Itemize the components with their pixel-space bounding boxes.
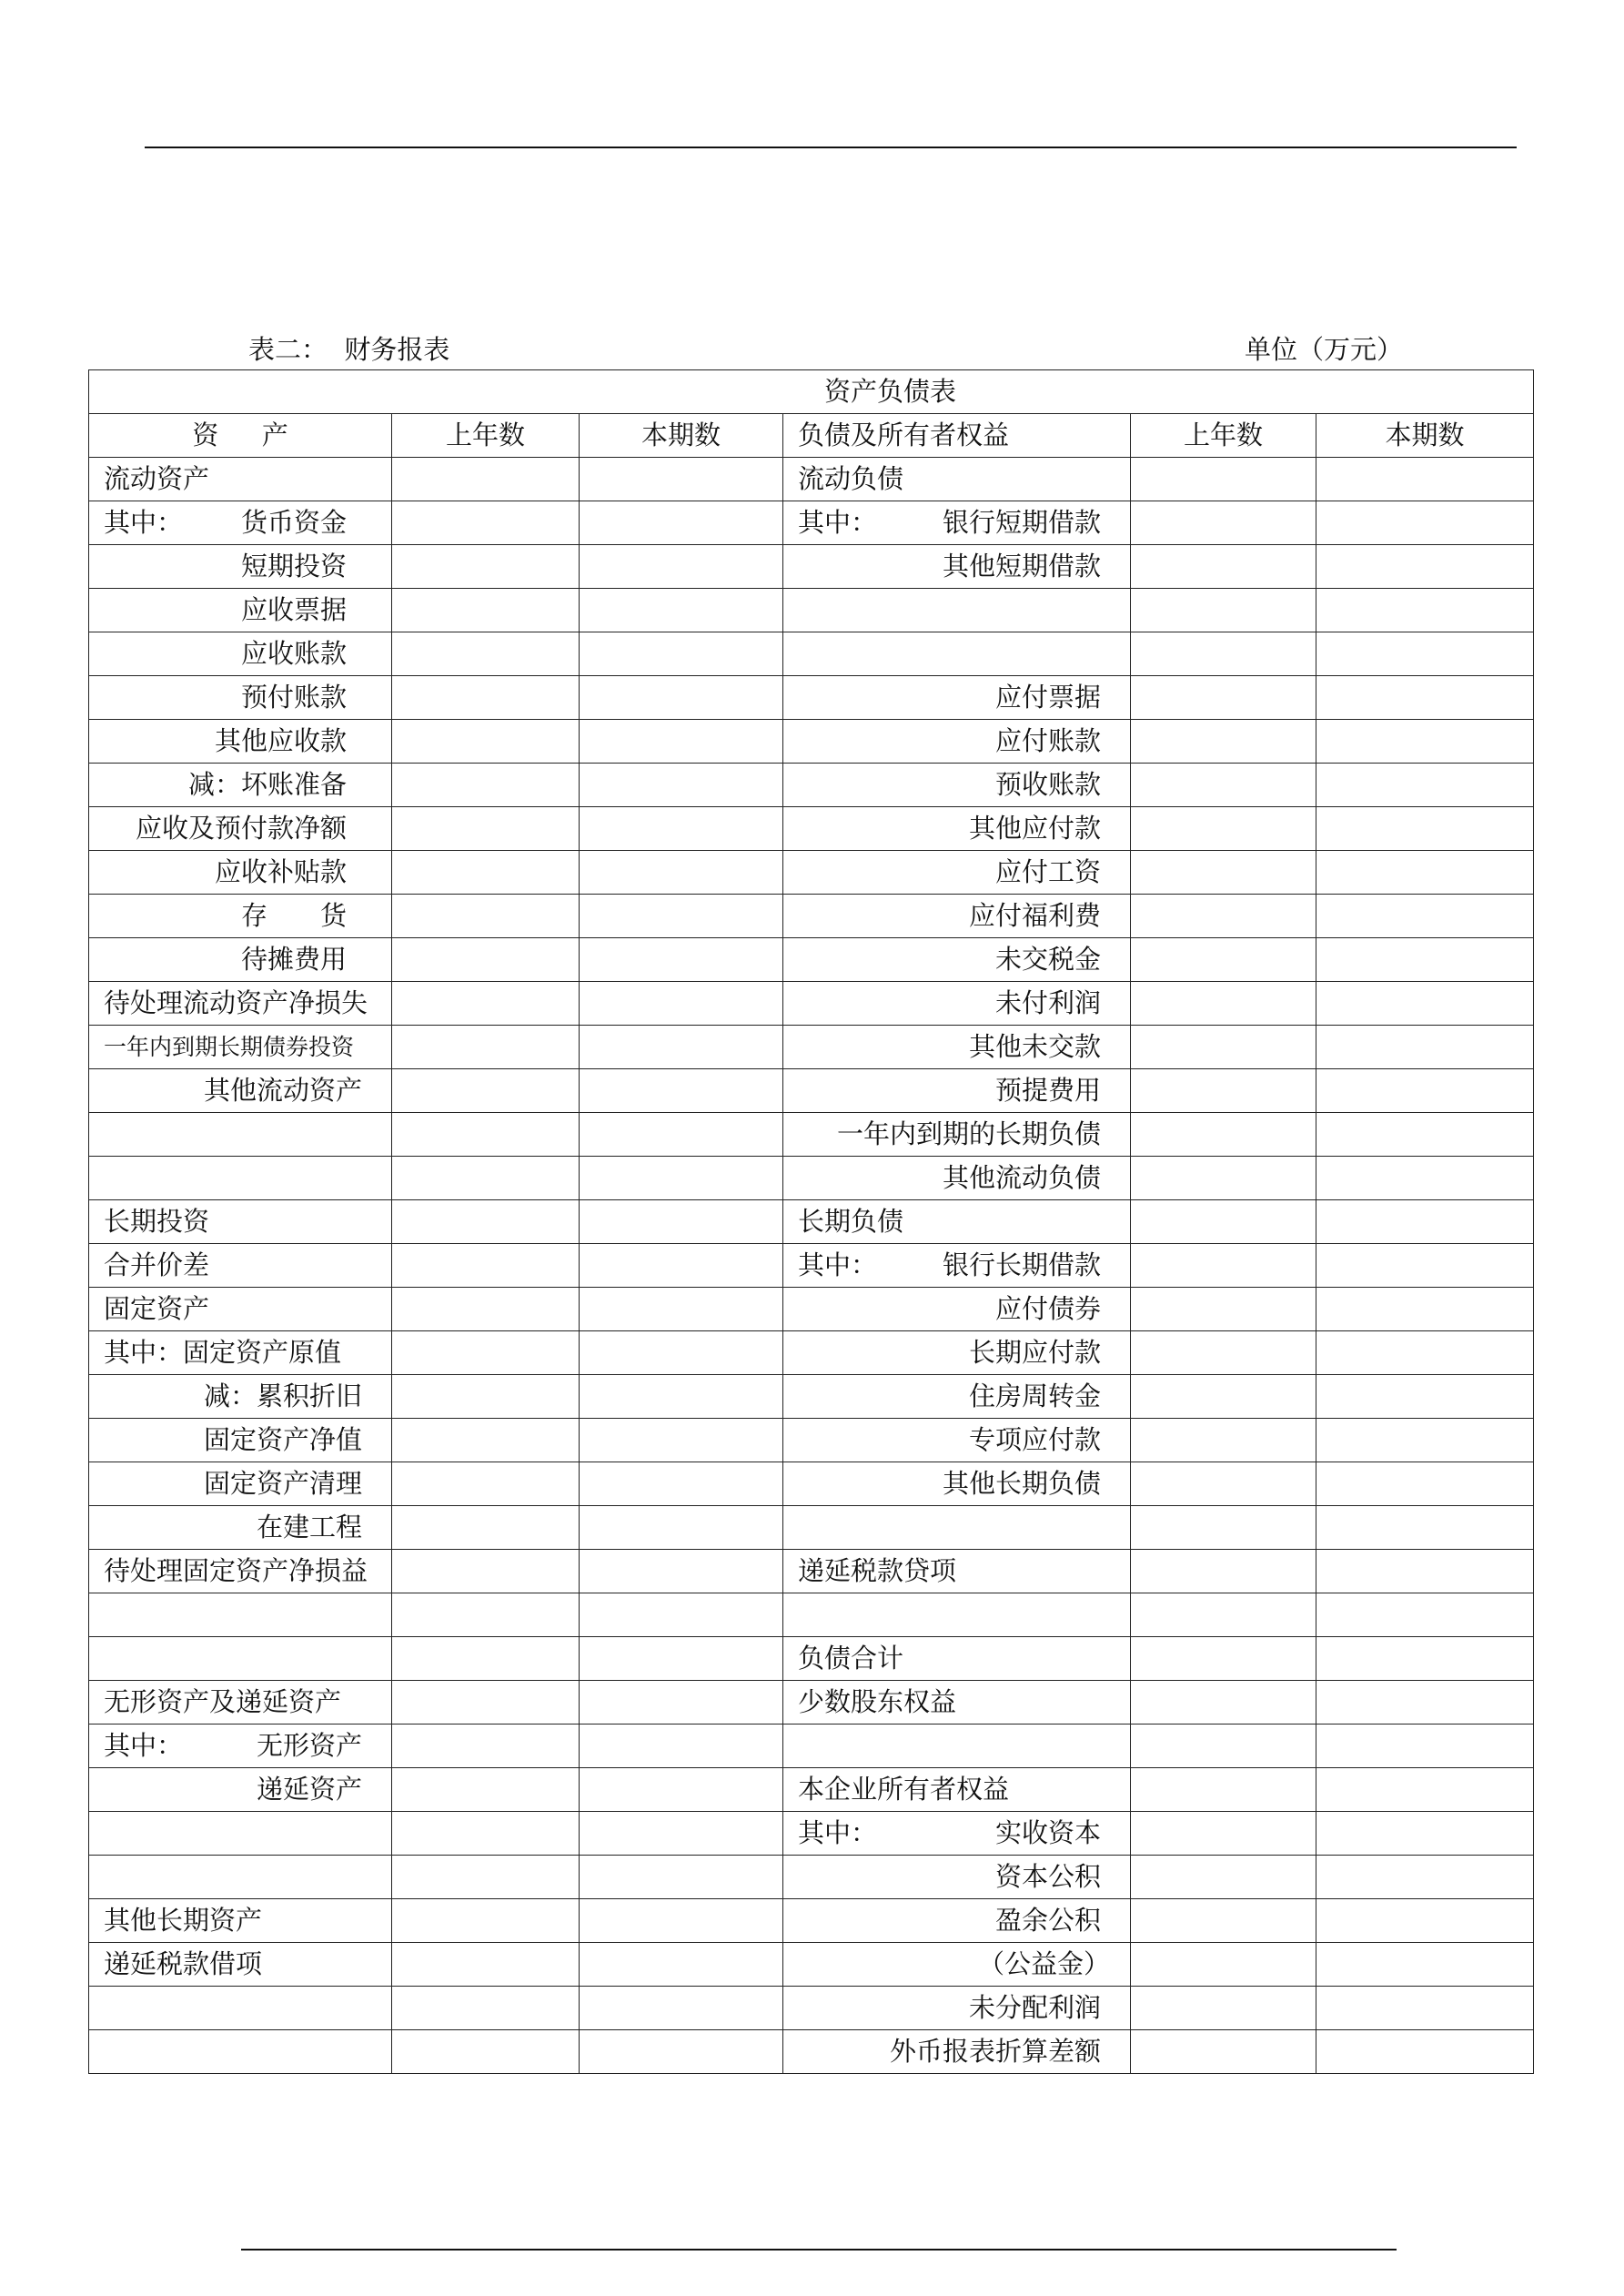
- table-row: [89, 938, 1534, 982]
- liability-current-period-value[interactable]: [1316, 895, 1534, 938]
- liability-current-period-value[interactable]: [1316, 851, 1534, 895]
- asset-prior-year-value[interactable]: [392, 458, 580, 501]
- table-row: [89, 2030, 1534, 2074]
- liability-current-period-value[interactable]: [1316, 1856, 1534, 1899]
- table-row: [89, 1593, 1534, 1637]
- asset-prior-year-value[interactable]: [392, 1506, 580, 1550]
- liability-label: 专项应付款: [783, 1419, 1131, 1462]
- liability-label: 住房周转金: [783, 1375, 1131, 1419]
- asset-current-period-value[interactable]: [580, 1026, 783, 1069]
- asset-prior-year-value[interactable]: [392, 589, 580, 632]
- asset-current-period-value[interactable]: [580, 1550, 783, 1593]
- liability-prior-year-value[interactable]: [1131, 895, 1316, 938]
- asset-label: 待摊费用: [89, 938, 392, 982]
- liability-current-period-value[interactable]: [1316, 1593, 1534, 1637]
- liability-current-period-value[interactable]: [1316, 1637, 1534, 1681]
- liability-current-period-value[interactable]: [1316, 1812, 1534, 1856]
- asset-label: 递延税款借项: [89, 1943, 392, 1987]
- liability-prior-year-value[interactable]: [1131, 1768, 1316, 1812]
- liability-label: 其他未交款: [783, 1026, 1131, 1069]
- liability-current-period-value[interactable]: [1316, 2030, 1534, 2074]
- balance-sheet-table: [88, 369, 1534, 2074]
- asset-prior-year-value[interactable]: [392, 895, 580, 938]
- liability-current-period-value[interactable]: [1316, 1026, 1534, 1069]
- header-assets: 资 产: [89, 414, 392, 458]
- liability-label: 其他长期负债: [783, 1462, 1131, 1506]
- asset-current-period-value[interactable]: [580, 1462, 783, 1506]
- asset-prior-year-value[interactable]: [392, 720, 580, 764]
- asset-label: 预付账款: [89, 676, 392, 720]
- asset-label: 一年内到期长期债券投资: [89, 1026, 392, 1069]
- asset-label: 待处理流动资产净损失: [89, 982, 392, 1026]
- asset-prior-year-value[interactable]: [392, 1681, 580, 1725]
- liability-label: 其他流动负债: [783, 1157, 1131, 1200]
- liability-current-period-value[interactable]: [1316, 1113, 1534, 1157]
- liability-prior-year-value[interactable]: [1131, 1331, 1316, 1375]
- asset-current-period-value[interactable]: [580, 545, 783, 589]
- asset-label: 应收账款: [89, 632, 392, 676]
- asset-current-period-value[interactable]: [580, 589, 783, 632]
- table-title: 资产负债表: [89, 370, 1534, 414]
- liability-prior-year-value[interactable]: [1131, 1725, 1316, 1768]
- liability-prior-year-value[interactable]: [1131, 807, 1316, 851]
- liability-label: [783, 589, 1131, 632]
- liability-label: 预收账款: [783, 764, 1131, 807]
- liability-prior-year-value[interactable]: [1131, 764, 1316, 807]
- liability-current-period-value[interactable]: [1316, 1419, 1534, 1462]
- asset-prior-year-value[interactable]: [392, 1550, 580, 1593]
- liability-prior-year-value[interactable]: [1131, 1943, 1316, 1987]
- liability-label-cell: [783, 501, 1131, 545]
- liability-prior-year-value[interactable]: [1131, 938, 1316, 982]
- asset-label: 无形资产及递延资产: [89, 1681, 392, 1725]
- asset-current-period-value[interactable]: [580, 807, 783, 851]
- liability-prior-year-value[interactable]: [1131, 1462, 1316, 1506]
- asset-prior-year-value[interactable]: [392, 1899, 580, 1943]
- header-liabilities-equity: 负债及所有者权益: [783, 414, 1131, 458]
- liability-current-period-value[interactable]: [1316, 589, 1534, 632]
- liability-current-period-value[interactable]: [1316, 1244, 1534, 1288]
- asset-label: 其他应收款: [89, 720, 392, 764]
- liability-prior-year-value[interactable]: [1131, 1200, 1316, 1244]
- liability-label: 未付利润: [783, 982, 1131, 1026]
- liability-current-period-value[interactable]: [1316, 458, 1534, 501]
- liability-prior-year-value[interactable]: [1131, 1637, 1316, 1681]
- liability-label: [783, 1506, 1131, 1550]
- table-row: [89, 1987, 1534, 2030]
- liability-label: [783, 1593, 1131, 1637]
- liability-label: [783, 1725, 1131, 1768]
- asset-current-period-value[interactable]: [580, 1987, 783, 2030]
- liability-prior-year-value[interactable]: [1131, 2030, 1316, 2074]
- asset-label: [89, 1856, 392, 1899]
- liability-label: 一年内到期的长期负债: [783, 1113, 1131, 1157]
- table-row: [89, 501, 1534, 545]
- asset-label: 固定资产净值: [89, 1419, 392, 1462]
- asset-current-period-value[interactable]: [580, 1899, 783, 1943]
- liability-prefix: 其中：: [798, 1817, 878, 1848]
- asset-current-period-value[interactable]: [580, 1244, 783, 1288]
- liability-current-period-value[interactable]: [1316, 764, 1534, 807]
- asset-label: [89, 1637, 392, 1681]
- asset-current-period-value[interactable]: [580, 1200, 783, 1244]
- liability-prior-year-value[interactable]: [1131, 1113, 1316, 1157]
- asset-current-period-value[interactable]: [580, 1943, 783, 1987]
- table-row: [89, 1419, 1534, 1462]
- asset-current-period-value[interactable]: [580, 1113, 783, 1157]
- table-row: [89, 1943, 1534, 1987]
- asset-prior-year-value[interactable]: [392, 1812, 580, 1856]
- liability-current-period-value[interactable]: [1316, 1987, 1534, 2030]
- table-row: [89, 1506, 1534, 1550]
- table-row: [89, 1768, 1534, 1812]
- table-row: [89, 1288, 1534, 1331]
- table-row: [89, 1244, 1534, 1288]
- liability-current-period-value[interactable]: [1316, 1681, 1534, 1725]
- liability-label: [783, 632, 1131, 676]
- liability-label: 应付福利费: [783, 895, 1131, 938]
- liability-current-period-value[interactable]: [1316, 1462, 1534, 1506]
- asset-prior-year-value[interactable]: [392, 1637, 580, 1681]
- liability-label: 递延税款贷项: [783, 1550, 1131, 1593]
- table-row: [89, 676, 1534, 720]
- asset-label: 固定资产清理: [89, 1462, 392, 1506]
- table-row: [89, 851, 1534, 895]
- table-row: [89, 1681, 1534, 1725]
- liability-prior-year-value[interactable]: [1131, 1375, 1316, 1419]
- liability-label: 其他应付款: [783, 807, 1131, 851]
- asset-label: [89, 2030, 392, 2074]
- asset-current-period-value[interactable]: [580, 1331, 783, 1375]
- liability-prior-year-value[interactable]: [1131, 982, 1316, 1026]
- liability-label: （公益金）: [783, 1943, 1131, 1987]
- asset-prior-year-value[interactable]: [392, 676, 580, 720]
- asset-prior-year-value[interactable]: [392, 1462, 580, 1506]
- asset-prior-year-value[interactable]: [392, 982, 580, 1026]
- asset-label: 在建工程: [89, 1506, 392, 1550]
- liability-prior-year-value[interactable]: [1131, 1681, 1316, 1725]
- liability-label: 应付工资: [783, 851, 1131, 895]
- asset-label: 货币资金: [240, 507, 347, 538]
- liability-label-group: [783, 1244, 1130, 1287]
- liability-prior-year-value[interactable]: [1131, 1812, 1316, 1856]
- header-prior-year: 上年数: [392, 414, 580, 458]
- header-prior-year-2: 上年数: [1131, 414, 1316, 458]
- asset-prior-year-value[interactable]: [392, 1157, 580, 1200]
- asset-current-period-value[interactable]: [580, 938, 783, 982]
- asset-prefix: 其中：: [104, 507, 184, 538]
- asset-label: 其中：固定资产原值: [89, 1331, 392, 1375]
- asset-prefix: 其中：: [104, 1730, 184, 1761]
- asset-label-group: [89, 1725, 391, 1767]
- liability-label-group: [783, 1812, 1130, 1855]
- table-row: [89, 1026, 1534, 1069]
- asset-current-period-value[interactable]: [580, 1812, 783, 1856]
- header-current-period-2: 本期数: [1316, 414, 1534, 458]
- liability-current-period-value[interactable]: [1316, 1550, 1534, 1593]
- liability-current-period-value[interactable]: [1316, 1069, 1534, 1113]
- liability-label: 长期负债: [783, 1200, 1131, 1244]
- liability-prior-year-value[interactable]: [1131, 589, 1316, 632]
- liability-label: 应付账款: [783, 720, 1131, 764]
- table-row: [89, 1725, 1534, 1768]
- liability-label-cell: [783, 1244, 1131, 1288]
- asset-current-period-value[interactable]: [580, 1375, 783, 1419]
- header-rule: [145, 147, 1517, 148]
- liability-prior-year-value[interactable]: [1131, 1856, 1316, 1899]
- asset-current-period-value[interactable]: [580, 895, 783, 938]
- unit-label: 单位（万元）: [1245, 334, 1404, 365]
- table-row: [89, 1200, 1534, 1244]
- liability-prior-year-value[interactable]: [1131, 1026, 1316, 1069]
- asset-prior-year-value[interactable]: [392, 1288, 580, 1331]
- asset-prior-year-value[interactable]: [392, 1593, 580, 1637]
- asset-prior-year-value[interactable]: [392, 1943, 580, 1987]
- asset-current-period-value[interactable]: [580, 1506, 783, 1550]
- asset-current-period-value[interactable]: [580, 1288, 783, 1331]
- liability-current-period-value[interactable]: [1316, 632, 1534, 676]
- table-row: [89, 895, 1534, 938]
- liability-prior-year-value[interactable]: [1131, 1288, 1316, 1331]
- liability-label: 应付债券: [783, 1288, 1131, 1331]
- header-current-period: 本期数: [580, 414, 783, 458]
- asset-current-period-value[interactable]: [580, 1637, 783, 1681]
- liability-current-period-value[interactable]: [1316, 1157, 1534, 1200]
- liability-label: 流动负债: [783, 458, 1131, 501]
- liability-prefix: 其中：: [798, 507, 878, 538]
- asset-prior-year-value[interactable]: [392, 764, 580, 807]
- asset-prior-year-value[interactable]: [392, 1200, 580, 1244]
- asset-label-cell: [89, 1725, 392, 1768]
- asset-prior-year-value[interactable]: [392, 632, 580, 676]
- asset-label: 其他流动资产: [89, 1069, 392, 1113]
- liability-prior-year-value[interactable]: [1131, 545, 1316, 589]
- asset-label: 短期投资: [89, 545, 392, 589]
- liability-label: 长期应付款: [783, 1331, 1131, 1375]
- asset-prior-year-value[interactable]: [392, 545, 580, 589]
- liability-current-period-value[interactable]: [1316, 982, 1534, 1026]
- asset-prior-year-value[interactable]: [392, 938, 580, 982]
- liability-label: 盈余公积: [783, 1899, 1131, 1943]
- asset-current-period-value[interactable]: [580, 501, 783, 545]
- asset-label: 减：坏账准备: [89, 764, 392, 807]
- asset-prior-year-value[interactable]: [392, 1419, 580, 1462]
- table-row: [89, 1331, 1534, 1375]
- asset-prior-year-value[interactable]: [392, 501, 580, 545]
- table-row: [89, 1550, 1534, 1593]
- asset-label: 应收补贴款: [89, 851, 392, 895]
- asset-current-period-value[interactable]: [580, 2030, 783, 2074]
- asset-current-period-value[interactable]: [580, 982, 783, 1026]
- liability-current-period-value[interactable]: [1316, 676, 1534, 720]
- asset-label: 固定资产: [89, 1288, 392, 1331]
- liability-prefix: 其中：: [798, 1249, 878, 1280]
- table-row: [89, 720, 1534, 764]
- asset-current-period-value[interactable]: [580, 720, 783, 764]
- asset-current-period-value[interactable]: [580, 1856, 783, 1899]
- asset-current-period-value[interactable]: [580, 1069, 783, 1113]
- asset-prior-year-value[interactable]: [392, 1026, 580, 1069]
- asset-label: [89, 1113, 392, 1157]
- liability-prior-year-value[interactable]: [1131, 851, 1316, 895]
- table-row: [89, 807, 1534, 851]
- liability-label: 预提费用: [783, 1069, 1131, 1113]
- asset-current-period-value[interactable]: [580, 676, 783, 720]
- liability-label: 负债合计: [783, 1637, 1131, 1681]
- liability-prior-year-value[interactable]: [1131, 1506, 1316, 1550]
- asset-prior-year-value[interactable]: [392, 807, 580, 851]
- table-row: [89, 1157, 1534, 1200]
- asset-current-period-value[interactable]: [580, 851, 783, 895]
- header-row: [89, 414, 1534, 458]
- liability-label: 外币报表折算差额: [783, 2030, 1131, 2074]
- asset-label-cell: [89, 501, 392, 545]
- liability-label: 其他短期借款: [783, 545, 1131, 589]
- footer-rule: [241, 2249, 1397, 2250]
- liability-prior-year-value[interactable]: [1131, 1157, 1316, 1200]
- asset-label-group: [89, 501, 391, 544]
- asset-prior-year-value[interactable]: [392, 1069, 580, 1113]
- liability-prior-year-value[interactable]: [1131, 1593, 1316, 1637]
- table-row: [89, 1812, 1534, 1856]
- asset-prior-year-value[interactable]: [392, 1768, 580, 1812]
- asset-prior-year-value[interactable]: [392, 2030, 580, 2074]
- liability-label: 未交税金: [783, 938, 1131, 982]
- liability-prior-year-value[interactable]: [1131, 1244, 1316, 1288]
- liability-current-period-value[interactable]: [1316, 720, 1534, 764]
- table-row: [89, 458, 1534, 501]
- liability-current-period-value[interactable]: [1316, 545, 1534, 589]
- asset-label: [89, 1157, 392, 1200]
- asset-label: 应收票据: [89, 589, 392, 632]
- liability-label-group: [783, 501, 1130, 544]
- asset-prior-year-value[interactable]: [392, 851, 580, 895]
- asset-label: 长期投资: [89, 1200, 392, 1244]
- asset-current-period-value[interactable]: [580, 458, 783, 501]
- asset-prior-year-value[interactable]: [392, 1375, 580, 1419]
- table-row: [89, 1069, 1534, 1113]
- liability-current-period-value[interactable]: [1316, 1331, 1534, 1375]
- liability-label: 本企业所有者权益: [783, 1768, 1131, 1812]
- liability-prior-year-value[interactable]: [1131, 501, 1316, 545]
- asset-prior-year-value[interactable]: [392, 1856, 580, 1899]
- table-row: [89, 589, 1534, 632]
- liability-prior-year-value[interactable]: [1131, 458, 1316, 501]
- liability-label: 少数股东权益: [783, 1681, 1131, 1725]
- liability-current-period-value[interactable]: [1316, 1288, 1534, 1331]
- asset-label: 递延资产: [89, 1768, 392, 1812]
- liability-current-period-value[interactable]: [1316, 1725, 1534, 1768]
- asset-prior-year-value[interactable]: [392, 1725, 580, 1768]
- asset-current-period-value[interactable]: [580, 1419, 783, 1462]
- liability-current-period-value[interactable]: [1316, 1200, 1534, 1244]
- liability-label: 未分配利润: [783, 1987, 1131, 2030]
- liability-prior-year-value[interactable]: [1131, 1550, 1316, 1593]
- liability-prior-year-value[interactable]: [1131, 1987, 1316, 2030]
- table-row: [89, 1856, 1534, 1899]
- liability-prior-year-value[interactable]: [1131, 632, 1316, 676]
- table-row: [89, 545, 1534, 589]
- liability-current-period-value[interactable]: [1316, 1899, 1534, 1943]
- liability-prior-year-value[interactable]: [1131, 1899, 1316, 1943]
- asset-label: 应收及预付款净额: [89, 807, 392, 851]
- asset-label: 待处理固定资产净损益: [89, 1550, 392, 1593]
- asset-label: 合并价差: [89, 1244, 392, 1288]
- liability-current-period-value[interactable]: [1316, 1375, 1534, 1419]
- liability-label: 实收资本: [994, 1817, 1101, 1848]
- asset-label: 减：累积折旧: [89, 1375, 392, 1419]
- liability-label: 资本公积: [783, 1856, 1131, 1899]
- asset-current-period-value[interactable]: [580, 1593, 783, 1637]
- asset-prior-year-value[interactable]: [392, 1113, 580, 1157]
- asset-current-period-value[interactable]: [580, 1157, 783, 1200]
- table-row: [89, 764, 1534, 807]
- liability-label: 银行长期借款: [942, 1249, 1101, 1280]
- asset-label: [89, 1812, 392, 1856]
- asset-label: [89, 1593, 392, 1637]
- liability-label: 银行短期借款: [942, 507, 1101, 538]
- liability-prior-year-value[interactable]: [1131, 1419, 1316, 1462]
- asset-current-period-value[interactable]: [580, 764, 783, 807]
- liability-prior-year-value[interactable]: [1131, 720, 1316, 764]
- title-row: [89, 370, 1534, 414]
- table-row: [89, 1462, 1534, 1506]
- liability-prior-year-value[interactable]: [1131, 676, 1316, 720]
- asset-label: 存 货: [89, 895, 392, 938]
- asset-prior-year-value[interactable]: [392, 1244, 580, 1288]
- asset-label: 无形资产: [256, 1730, 362, 1761]
- table-caption: 表二： 财务报表: [248, 334, 450, 365]
- asset-current-period-value[interactable]: [580, 1681, 783, 1725]
- table-row: [89, 1899, 1534, 1943]
- asset-label: 流动资产: [89, 458, 392, 501]
- table-row: [89, 1113, 1534, 1157]
- asset-prior-year-value[interactable]: [392, 1331, 580, 1375]
- asset-label: 其他长期资产: [89, 1899, 392, 1943]
- liability-prior-year-value[interactable]: [1131, 1069, 1316, 1113]
- liability-current-period-value[interactable]: [1316, 1768, 1534, 1812]
- table-row: [89, 982, 1534, 1026]
- asset-current-period-value[interactable]: [580, 632, 783, 676]
- table-row: [89, 1637, 1534, 1681]
- liability-current-period-value[interactable]: [1316, 807, 1534, 851]
- table-row: [89, 632, 1534, 676]
- table-row: [89, 1375, 1534, 1419]
- asset-prior-year-value[interactable]: [392, 1987, 580, 2030]
- liability-current-period-value[interactable]: [1316, 938, 1534, 982]
- liability-current-period-value[interactable]: [1316, 501, 1534, 545]
- liability-current-period-value[interactable]: [1316, 1506, 1534, 1550]
- liability-label-cell: [783, 1812, 1131, 1856]
- liability-current-period-value[interactable]: [1316, 1943, 1534, 1987]
- asset-current-period-value[interactable]: [580, 1725, 783, 1768]
- liability-label: 应付票据: [783, 676, 1131, 720]
- asset-label: [89, 1987, 392, 2030]
- asset-current-period-value[interactable]: [580, 1768, 783, 1812]
